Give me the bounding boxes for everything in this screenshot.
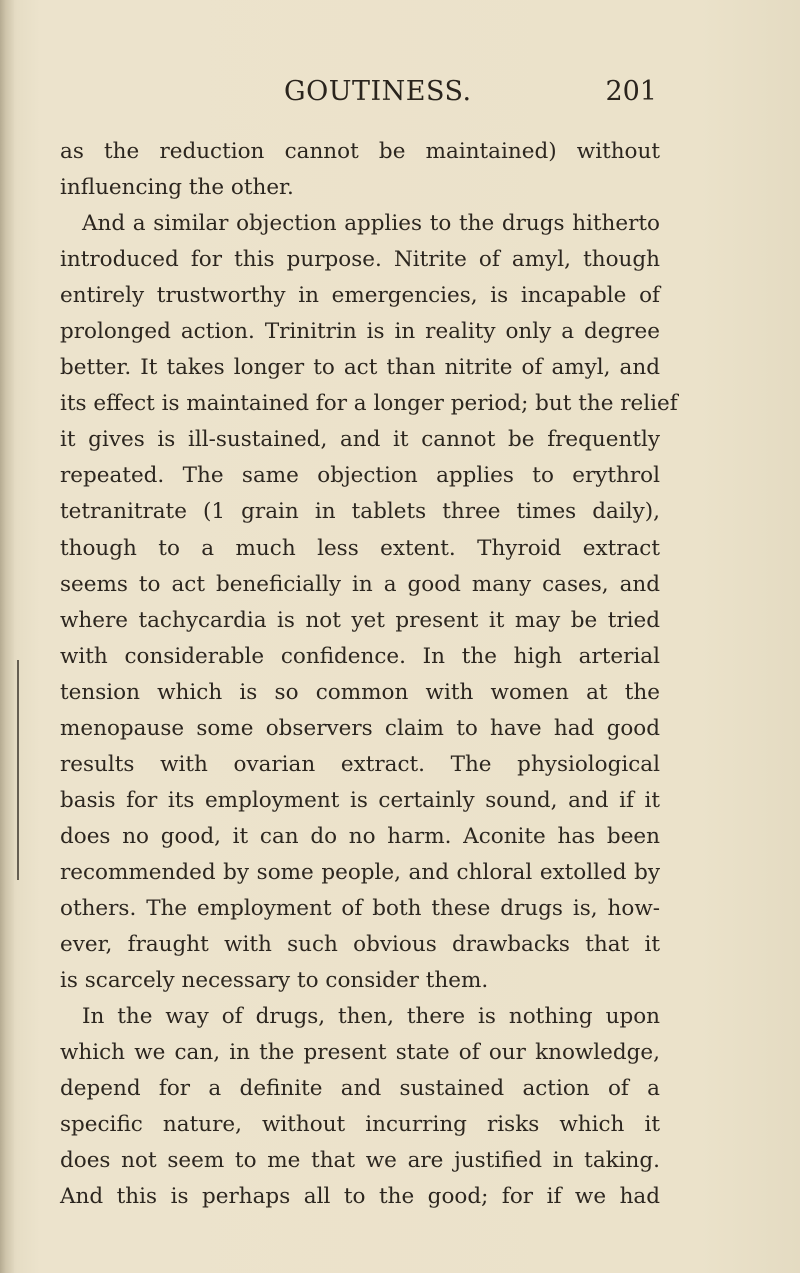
text-line: depend for a definite and sustained action of a: [60, 1076, 660, 1102]
page-number: 201: [605, 76, 657, 107]
text-line: with considerable confidence. In the high arterial: [60, 643, 660, 669]
text-line: prolonged action. Trinitrin is in reality only a degree: [60, 319, 660, 345]
text-line: does no good, it can do no harm. Aconite has been: [60, 823, 660, 849]
text-line: is scarcely necessary to consider them.: [60, 968, 489, 994]
text-line: where tachycardia is not yet present it may be tried: [60, 607, 660, 633]
text-line: seems to act beneficially in a good many cases, and: [60, 571, 660, 597]
text-line: And this is perhaps all to the good; for if we had: [60, 1184, 660, 1210]
text-line: though to a much less extent. Thyroid extract: [60, 535, 660, 561]
text-line: repeated. The same objection applies to erythrol: [60, 463, 660, 489]
text-line: basis for its employment is certainly sound, and if it: [60, 787, 660, 813]
text-line: entirely trustworthy in emergencies, is incapable of: [60, 283, 660, 309]
text-line: And a similar objection applies to the drugs hitherto: [82, 211, 660, 237]
text-line: which we can, in the present state of our knowledge,: [60, 1040, 660, 1066]
page-binding-edge: [0, 0, 14, 1273]
text-line: influencing the other.: [60, 175, 294, 201]
text-line: In the way of drugs, then, there is nothing upon: [82, 1004, 660, 1030]
text-line: it gives is ill-sustained, and it cannot be frequently: [60, 427, 660, 453]
text-line: tetranitrate (1 grain in tablets three times daily),: [60, 499, 660, 525]
text-line: menopause some observers claim to have had good: [60, 715, 660, 741]
text-line: specific nature, without incurring risks which it: [60, 1112, 660, 1138]
text-line: better. It takes longer to act than nitrite of amyl, and: [60, 355, 660, 381]
text-line: ever, fraught with such obvious drawbacks that it: [60, 932, 660, 958]
running-header: [0, 76, 800, 116]
body-text: [60, 134, 678, 1215]
text-line: others. The employment of both these drugs is, how-: [60, 895, 660, 921]
text-line: recommended by some people, and chloral extolled by: [60, 859, 660, 885]
text-line: its effect is maintained for a longer period; but the relief: [60, 391, 678, 417]
text-line: tension which is so common with women at the: [60, 679, 660, 705]
text-line: does not seem to me that we are justified in taking.: [60, 1148, 660, 1174]
text-line: results with ovarian extract. The physiological: [60, 751, 660, 777]
gutter-mark: [17, 660, 19, 880]
text-line: as the reduction cannot be maintained) without: [60, 139, 660, 164]
text-line: introduced for this purpose. Nitrite of amyl, though: [60, 247, 660, 273]
running-title: GOUTINESS.: [284, 76, 472, 107]
